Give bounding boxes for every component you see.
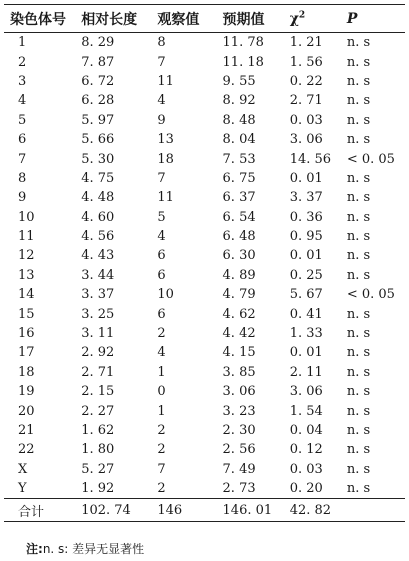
cell-chi-square: 0. 36 bbox=[289, 209, 323, 225]
cell-chromosome: 7 bbox=[18, 151, 27, 167]
cell-chromosome: 18 bbox=[18, 364, 35, 380]
cell-p-value: n. s bbox=[346, 112, 371, 128]
cell-expected: 11. 18 bbox=[222, 54, 264, 70]
header-p-value: P bbox=[347, 5, 405, 33]
cell-expected: 8. 92 bbox=[222, 93, 256, 109]
cell-relative-length: 1. 80 bbox=[81, 442, 115, 458]
cell-chi-square: 0. 41 bbox=[289, 306, 323, 322]
header-expected: 预期值 bbox=[223, 5, 290, 33]
cell-chromosome: 13 bbox=[18, 267, 35, 283]
cell-expected: 7. 53 bbox=[222, 151, 256, 167]
cell-p-value: n. s bbox=[346, 267, 371, 283]
cell-chromosome: 22 bbox=[18, 442, 35, 458]
table-row bbox=[4, 72, 405, 91]
cell-observed: 1 bbox=[157, 364, 166, 380]
cell-chromosome: 11 bbox=[18, 229, 35, 245]
cell-observed: 2 bbox=[157, 423, 166, 438]
cell-relative-length: 3. 25 bbox=[81, 306, 115, 322]
cell-relative-length: 6. 72 bbox=[81, 73, 115, 89]
cell-relative-length: 3. 11 bbox=[81, 326, 115, 342]
table-row bbox=[4, 149, 405, 168]
cell-chi-square: 0. 25 bbox=[289, 267, 323, 283]
cell-p-value: n. s bbox=[346, 326, 371, 342]
cell-chi-square: 2. 11 bbox=[289, 364, 323, 380]
total-chi-square: 42. 82 bbox=[290, 499, 347, 522]
total-p-value bbox=[347, 499, 405, 522]
cell-relative-length: 2. 27 bbox=[81, 403, 115, 419]
cell-relative-length: 4. 48 bbox=[81, 190, 115, 206]
cell-p-value: < 0. 05 bbox=[346, 151, 395, 167]
cell-observed: 1 bbox=[157, 403, 166, 419]
cell-chromosome: 19 bbox=[18, 384, 35, 400]
cell-p-value: n. s bbox=[346, 170, 371, 186]
cell-p-value: n. s bbox=[346, 345, 371, 361]
table-row bbox=[4, 227, 405, 246]
table-row bbox=[4, 382, 405, 401]
total-relative-length: 102. 74 bbox=[81, 499, 157, 522]
cell-chromosome: 17 bbox=[18, 345, 35, 361]
data-table bbox=[4, 4, 405, 522]
cell-relative-length: 6. 28 bbox=[81, 93, 115, 109]
table-row bbox=[4, 188, 405, 207]
note-text: n. s: 差异无显著性 bbox=[42, 542, 145, 556]
cell-chromosome: 14 bbox=[18, 287, 35, 303]
cell-chi-square: 0. 03 bbox=[289, 461, 323, 477]
cell-chi-square: 0. 95 bbox=[289, 229, 323, 245]
cell-expected: 6. 54 bbox=[222, 209, 256, 225]
cell-chi-square: 1. 56 bbox=[289, 54, 323, 70]
cell-chi-square: 0. 04 bbox=[289, 423, 323, 438]
cell-observed: 6 bbox=[157, 248, 166, 264]
header-row bbox=[4, 5, 405, 33]
cell-chromosome: 10 bbox=[18, 209, 35, 225]
cell-relative-length: 2. 92 bbox=[81, 345, 115, 361]
table-row bbox=[4, 91, 405, 110]
cell-relative-length: 2. 15 bbox=[81, 384, 115, 400]
cell-relative-length: 2. 71 bbox=[81, 364, 115, 380]
cell-chromosome: 15 bbox=[18, 306, 35, 322]
cell-chi-square: 1. 33 bbox=[289, 326, 323, 342]
cell-expected: 3. 23 bbox=[222, 403, 256, 419]
cell-relative-length: 4. 56 bbox=[81, 229, 115, 245]
cell-chi-square: 0. 01 bbox=[289, 345, 323, 361]
cell-p-value: n. s bbox=[346, 461, 371, 477]
cell-chi-square: 0. 01 bbox=[289, 170, 323, 186]
table-row bbox=[4, 266, 405, 285]
cell-relative-length: 5. 66 bbox=[81, 132, 115, 148]
table-row bbox=[4, 479, 405, 499]
cell-p-value: n. s bbox=[346, 209, 371, 225]
cell-relative-length: 4. 43 bbox=[81, 248, 115, 264]
cell-p-value: n. s bbox=[346, 306, 371, 322]
cell-p-value: n. s bbox=[346, 93, 371, 109]
cell-chromosome: 20 bbox=[18, 403, 35, 419]
cell-observed: 5 bbox=[157, 209, 166, 225]
table-row bbox=[4, 52, 405, 71]
header-chromosome: 染色体号 bbox=[4, 5, 81, 33]
cell-chi-square: 0. 20 bbox=[289, 481, 323, 497]
cell-chromosome: 8 bbox=[18, 170, 27, 186]
cell-expected: 2. 56 bbox=[222, 442, 256, 458]
cell-expected: 6. 75 bbox=[222, 170, 256, 186]
cell-p-value: n. s bbox=[346, 384, 371, 400]
cell-expected: 8. 48 bbox=[222, 112, 256, 128]
cell-expected: 2. 73 bbox=[222, 481, 256, 497]
total-observed: 146 bbox=[157, 499, 222, 522]
cell-chromosome: Y bbox=[18, 481, 27, 497]
cell-chi-square: 1. 21 bbox=[289, 35, 323, 51]
cell-observed: 10 bbox=[157, 287, 174, 303]
cell-observed: 11 bbox=[157, 190, 174, 206]
table-row bbox=[4, 460, 405, 479]
cell-observed: 7 bbox=[157, 54, 166, 70]
cell-chromosome: 9 bbox=[18, 190, 27, 206]
cell-p-value: n. s bbox=[346, 132, 371, 148]
cell-expected: 4. 62 bbox=[222, 306, 256, 322]
cell-chromosome: 6 bbox=[18, 132, 27, 148]
cell-chromosome: 12 bbox=[18, 248, 35, 264]
cell-observed: 2 bbox=[157, 481, 166, 497]
table-row bbox=[4, 111, 405, 130]
cell-observed: 0 bbox=[157, 384, 166, 400]
cell-relative-length: 5. 30 bbox=[81, 151, 115, 167]
cell-chi-square: 2. 71 bbox=[289, 93, 323, 109]
cell-chi-square: 3. 37 bbox=[289, 190, 323, 206]
cell-observed: 7 bbox=[157, 461, 166, 477]
cell-relative-length: 5. 97 bbox=[81, 112, 115, 128]
cell-observed: 9 bbox=[157, 112, 166, 128]
cell-chromosome: 16 bbox=[18, 326, 35, 342]
cell-chromosome: X bbox=[18, 461, 28, 477]
cell-relative-length: 3. 37 bbox=[81, 287, 115, 303]
cell-p-value: n. s bbox=[346, 248, 371, 264]
cell-chi-square: 3. 06 bbox=[289, 132, 323, 148]
cell-chromosome: 1 bbox=[18, 35, 27, 51]
cell-relative-length: 4. 60 bbox=[81, 209, 115, 225]
header-relative-length: 相对长度 bbox=[81, 5, 157, 33]
cell-observed: 4 bbox=[157, 229, 166, 245]
cell-chromosome: 5 bbox=[18, 112, 27, 128]
cell-observed: 11 bbox=[157, 73, 174, 89]
table-row bbox=[4, 401, 405, 420]
cell-chromosome: 3 bbox=[18, 73, 27, 89]
cell-p-value: n. s bbox=[346, 403, 371, 419]
cell-p-value: n. s bbox=[346, 481, 371, 497]
cell-observed: 6 bbox=[157, 267, 166, 283]
cell-observed: 13 bbox=[157, 132, 174, 148]
cell-expected: 6. 30 bbox=[222, 248, 256, 264]
cell-expected: 11. 78 bbox=[222, 35, 264, 51]
total-row bbox=[4, 499, 405, 522]
cell-observed: 8 bbox=[157, 35, 166, 51]
cell-relative-length: 1. 92 bbox=[81, 481, 115, 497]
table-row bbox=[4, 169, 405, 188]
cell-p-value: n. s bbox=[346, 423, 371, 438]
cell-expected: 4. 15 bbox=[222, 345, 256, 361]
note-prefix: 注: bbox=[26, 542, 43, 556]
table-row bbox=[4, 130, 405, 149]
cell-chi-square: 14. 56 bbox=[289, 151, 332, 167]
table-note bbox=[26, 540, 144, 557]
cell-chi-square: 5. 67 bbox=[289, 287, 323, 303]
cell-expected: 4. 89 bbox=[222, 267, 256, 283]
cell-p-value: n. s bbox=[346, 73, 371, 89]
cell-p-value: n. s bbox=[346, 54, 371, 70]
cell-chi-square: 0. 22 bbox=[289, 73, 323, 89]
cell-observed: 2 bbox=[157, 326, 166, 342]
cell-expected: 7. 49 bbox=[222, 461, 256, 477]
cell-expected: 4. 42 bbox=[222, 326, 256, 342]
table-row bbox=[4, 208, 405, 227]
cell-expected: 6. 48 bbox=[222, 229, 256, 245]
header-observed: 观察值 bbox=[157, 5, 222, 33]
cell-relative-length: 1. 62 bbox=[81, 423, 115, 438]
table-row bbox=[4, 285, 405, 304]
table-row bbox=[4, 246, 405, 265]
cell-p-value: n. s bbox=[346, 190, 371, 206]
total-label: 合计 bbox=[4, 499, 81, 522]
total-expected: 146. 01 bbox=[223, 499, 290, 522]
table-row bbox=[4, 324, 405, 343]
cell-expected: 3. 06 bbox=[222, 384, 256, 400]
cell-expected: 3. 85 bbox=[222, 364, 256, 380]
cell-chromosome: 2 bbox=[18, 54, 27, 70]
table-row bbox=[4, 440, 405, 459]
cell-p-value: n. s bbox=[346, 442, 371, 458]
cell-chi-square: 0. 03 bbox=[289, 112, 323, 128]
cell-observed: 4 bbox=[157, 345, 166, 361]
cell-relative-length: 5. 27 bbox=[81, 461, 115, 477]
table-row bbox=[4, 343, 405, 362]
table-row bbox=[4, 421, 405, 440]
cell-observed: 7 bbox=[157, 170, 166, 186]
cell-p-value: n. s bbox=[346, 364, 371, 380]
cell-chromosome: 4 bbox=[18, 93, 27, 109]
cell-expected: 2. 30 bbox=[222, 423, 256, 438]
cell-chi-square: 0. 01 bbox=[289, 248, 323, 264]
cell-chi-square: 0. 12 bbox=[289, 442, 323, 458]
cell-relative-length: 7. 87 bbox=[81, 54, 115, 70]
cell-observed: 4 bbox=[157, 93, 166, 109]
cell-chi-square: 3. 06 bbox=[289, 384, 323, 400]
cell-chromosome: 21 bbox=[18, 423, 35, 438]
cell-expected: 4. 79 bbox=[222, 287, 256, 303]
table-row bbox=[4, 304, 405, 323]
cell-expected: 8. 04 bbox=[222, 132, 256, 148]
cell-expected: 9. 55 bbox=[222, 73, 256, 89]
chi-superscript: 2 bbox=[298, 9, 306, 20]
cell-p-value: n. s bbox=[346, 229, 371, 245]
cell-expected: 6. 37 bbox=[222, 190, 256, 206]
cell-relative-length: 3. 44 bbox=[81, 267, 115, 283]
cell-relative-length: 4. 75 bbox=[81, 170, 115, 186]
chi-symbol: χ bbox=[289, 10, 299, 27]
header-chi-square bbox=[290, 5, 347, 33]
table-row bbox=[4, 363, 405, 382]
cell-p-value: < 0. 05 bbox=[346, 287, 395, 303]
table-body bbox=[4, 33, 405, 522]
cell-observed: 2 bbox=[157, 442, 166, 458]
cell-chi-square: 1. 54 bbox=[289, 403, 323, 419]
cell-observed: 6 bbox=[157, 306, 166, 322]
cell-observed: 18 bbox=[157, 151, 174, 167]
cell-p-value: n. s bbox=[346, 35, 371, 51]
cell-relative-length: 8. 29 bbox=[81, 35, 115, 51]
table-row bbox=[4, 33, 405, 53]
